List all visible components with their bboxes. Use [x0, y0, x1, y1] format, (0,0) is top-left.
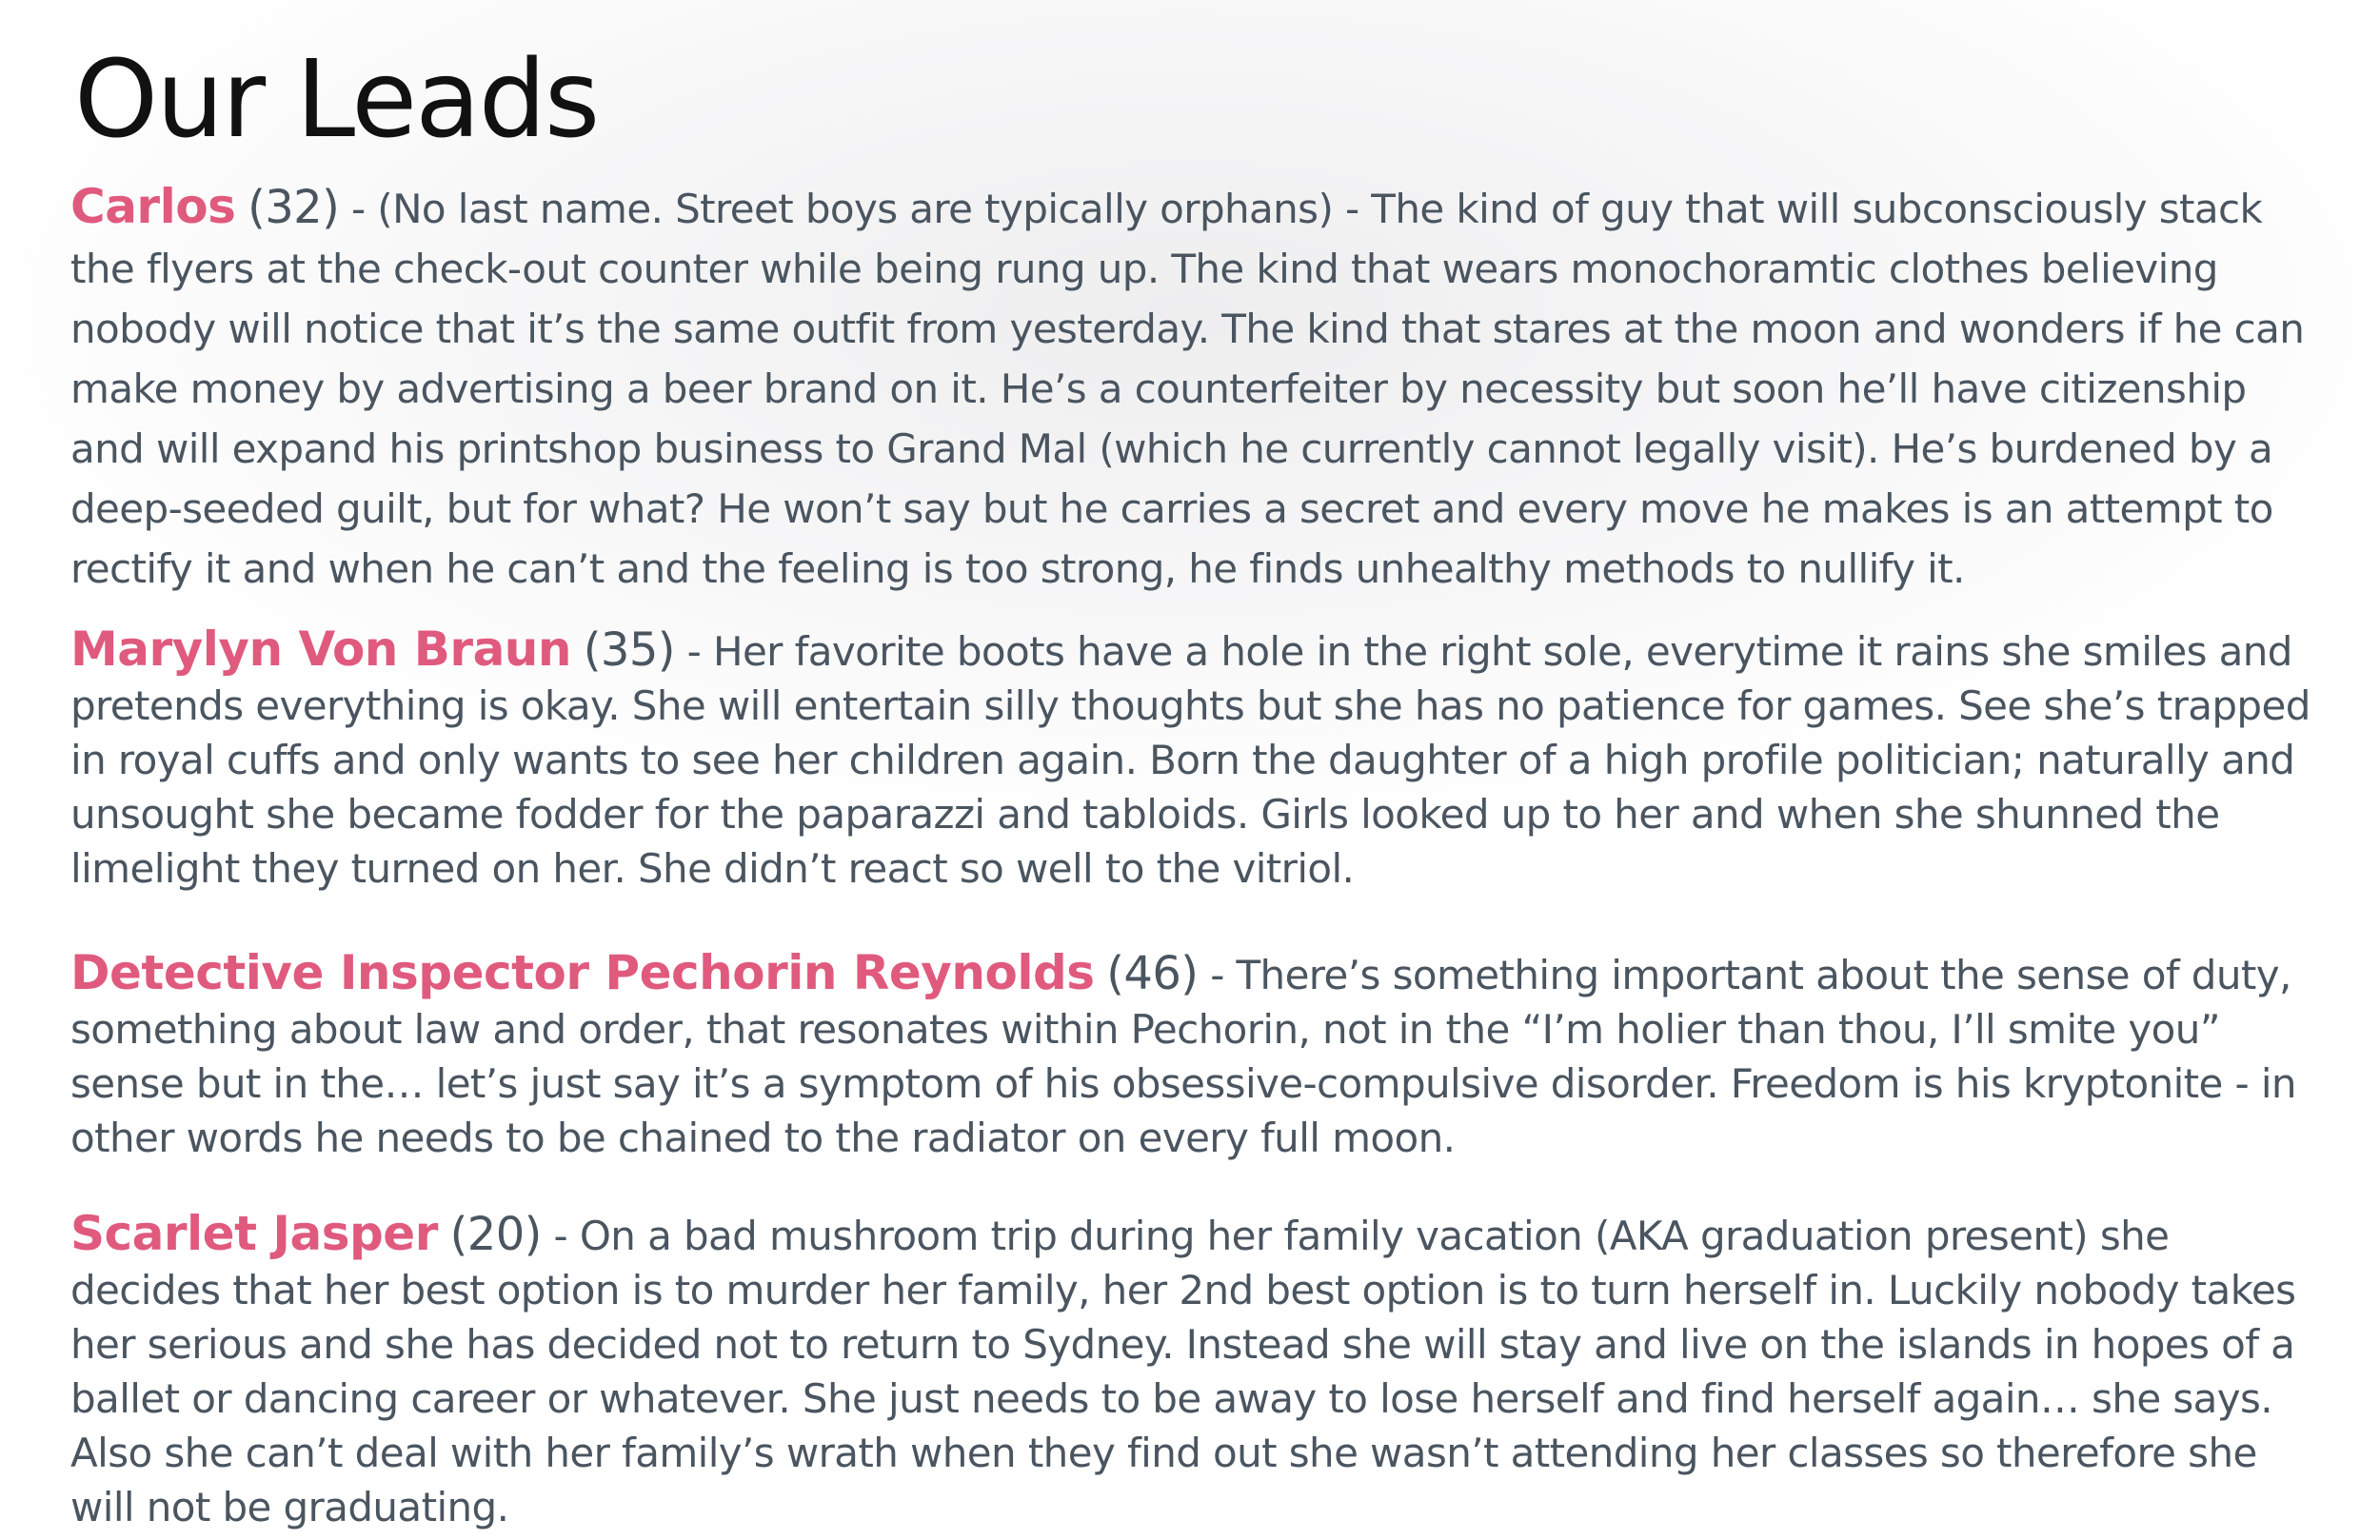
- lead-entry-pechorin: [70, 946, 2317, 1165]
- lead-name: Marylyn Von Braun: [70, 622, 571, 677]
- lead-description: - There’s something important about the sense of duty, something about law and order, that resonates within Pechorin, not in the “I’m holier than thou, I’ll smite you” sense but in the… let’s just say it’s a symptom of his obsessive-compulsive disorder. Freedom is his kryptonite - in other words he needs to be chained to the radiator on every full moon.: [70, 952, 2296, 1161]
- lead-entry-carlos: [70, 177, 2317, 599]
- page-title: Our Leads: [74, 38, 599, 162]
- lead-name: Scarlet Jasper: [70, 1206, 438, 1261]
- lead-age: (35): [583, 623, 675, 677]
- lead-name: Detective Inspector Pechorin Reynolds: [70, 945, 1095, 1000]
- lead-age: (32): [248, 181, 340, 234]
- lead-description: - Her favorite boots have a hole in the right sole, everytime it rains she smiles and pretends everything is okay. She will entertain silly thoughts but she has no patience for games. See she’s trapped in royal cuffs and only wants to see her children again. Born the daughter of a high profile politician; naturally and unsought she became fodder for the paparazzi and tabloids. Girls looked up to her and when she shunned the limelight they turned on her. She didn’t react so well to the vitriol.: [70, 628, 2311, 892]
- lead-description: - (No last name. Street boys are typically orphans) - The kind of guy that will subconsciously stack the flyers at the check-out counter while being rung up. The kind that wears monochoramtic clothes believing nobody will notice that it’s the same outfit from yesterday. The kind that stares at the moon and wonders if he can make money by advertising a beer brand on it. He’s a counterfeiter by necessity but soon he’ll have citizenship and will expand his printshop business to Grand Mal (which he currently cannot legally visit). He’s burdened by a deep-seeded guilt, but for what? He won’t say but he carries a secret and every move he makes is an attempt to rectify it and when he can’t and the feeling is too strong, he finds unhealthy methods to nullify it.: [70, 186, 2305, 592]
- lead-entry-scarlet: [70, 1207, 2317, 1534]
- lead-age: (20): [449, 1208, 542, 1261]
- lead-entry-marylyn: [70, 622, 2317, 896]
- lead-age: (46): [1106, 947, 1199, 1000]
- lead-name: Carlos: [70, 179, 236, 234]
- lead-description: - On a bad mushroom trip during her family vacation (AKA graduation present) she decides that her best option is to murder her family, her 2nd best option is to turn herself in. Luckily nobody takes her serious and she has decided not to return to Sydney. Instead she will stay and live on the islands in hopes of a ballet or dancing career or whatever. She just needs to be away to lose herself and find herself again… she says. Also she can’t deal with her family’s wrath when they find out she wasn’t attending her classes so therefore she will not be graduating.: [70, 1213, 2296, 1530]
